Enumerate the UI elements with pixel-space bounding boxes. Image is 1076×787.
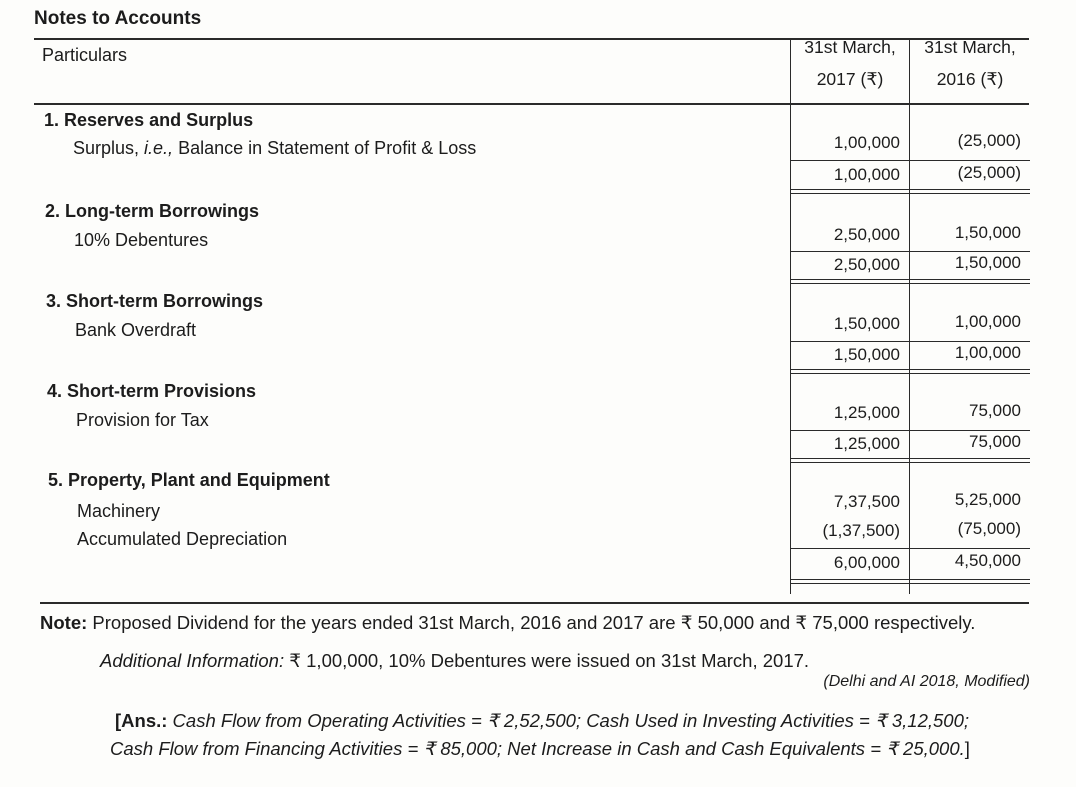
subtotal-rule [790,430,1030,431]
column-divider-left [790,38,791,594]
answer-line-2: Cash Flow from Financing Activities = ₹ 85,000; Net Increase in Cash and Cash Equivalents = ₹ 25,000.] [110,738,970,759]
header-bottom-rule [34,103,1029,105]
subtotal-rule [790,160,1030,161]
total-2016: 1,00,000 [954,343,1021,362]
subtotal-rule [790,548,1030,549]
additional-information: Additional Information: ₹ 1,00,000, 10% Debentures were issued on 31st March, 2017. [100,650,810,671]
total-2017: 1,50,000 [833,345,900,364]
total-double-rule [790,369,1030,370]
note-heading: 1. Reserves and Surplus [44,110,254,130]
column-divider-middle [909,38,910,594]
value-2016: 1,00,000 [954,312,1021,331]
table-bottom-rule [40,602,1029,604]
note-heading: 2. Long-term Borrowings [45,201,260,221]
total-double-rule [790,583,1030,584]
value-2017: 1,00,000 [833,133,900,152]
value-2016: (25,000) [957,131,1021,150]
source-citation: (Delhi and AI 2018, Modified) [823,673,1030,690]
value-2016: 75,000 [969,401,1021,420]
subtotal-rule [790,341,1030,342]
total-double-rule [790,283,1030,284]
note-heading: 5. Property, Plant and Equipment [48,470,330,490]
total-double-rule [790,462,1030,463]
total-2016: (25,000) [957,163,1021,182]
header-2017-line1: 31st March, [804,37,896,57]
value-2017: 2,50,000 [833,225,900,244]
note-item-label: 10% Debentures [74,230,209,250]
value-2016: 5,25,000 [954,490,1021,509]
value-2016: (75,000) [957,519,1021,538]
header-2017-line2: 2017 (₹) [816,69,884,89]
total-double-rule [790,373,1030,374]
total-2017: 2,50,000 [833,255,900,274]
note-item-label: Surplus, i.e., Balance in Statement of Profit & Loss [73,138,477,158]
value-2017: 1,25,000 [833,403,900,422]
total-double-rule [790,458,1030,459]
note-item-label: Machinery [77,501,161,521]
total-2016: 4,50,000 [954,551,1021,570]
value-2016: 1,50,000 [954,223,1021,242]
total-double-rule [790,579,1030,580]
total-2016: 75,000 [969,432,1021,451]
page-title: Notes to Accounts [34,8,202,29]
header-particulars: Particulars [42,45,128,65]
note-heading: 4. Short-term Provisions [47,381,257,401]
value-2017: 1,50,000 [833,314,900,333]
note-heading: 3. Short-term Borrowings [46,291,264,311]
total-2017: 1,25,000 [833,434,900,453]
note-item-label: Accumulated Depreciation [77,529,288,549]
total-2017: 1,00,000 [833,165,900,184]
footnote: Note: Proposed Dividend for the years ended 31st March, 2016 and 2017 are ₹ 50,000 and ₹ 75,000 respectively. [40,612,976,633]
value-2017: (1,37,500) [822,521,900,540]
total-2016: 1,50,000 [954,253,1021,272]
header-2016-line2: 2016 (₹) [936,69,1004,89]
answer-line-1: [Ans.: Cash Flow from Operating Activities = ₹ 2,52,500; Cash Used in Investing Activities = ₹ 3,12,500; [115,710,970,731]
value-2017: 7,37,500 [833,492,900,511]
total-2017: 6,00,000 [833,553,900,572]
header-2016-line1: 31st March, [924,37,1016,57]
total-double-rule [790,189,1030,190]
note-item-label: Bank Overdraft [75,320,197,340]
total-double-rule [790,193,1030,194]
subtotal-rule [790,251,1030,252]
total-double-rule [790,279,1030,280]
note-item-label: Provision for Tax [76,410,209,430]
